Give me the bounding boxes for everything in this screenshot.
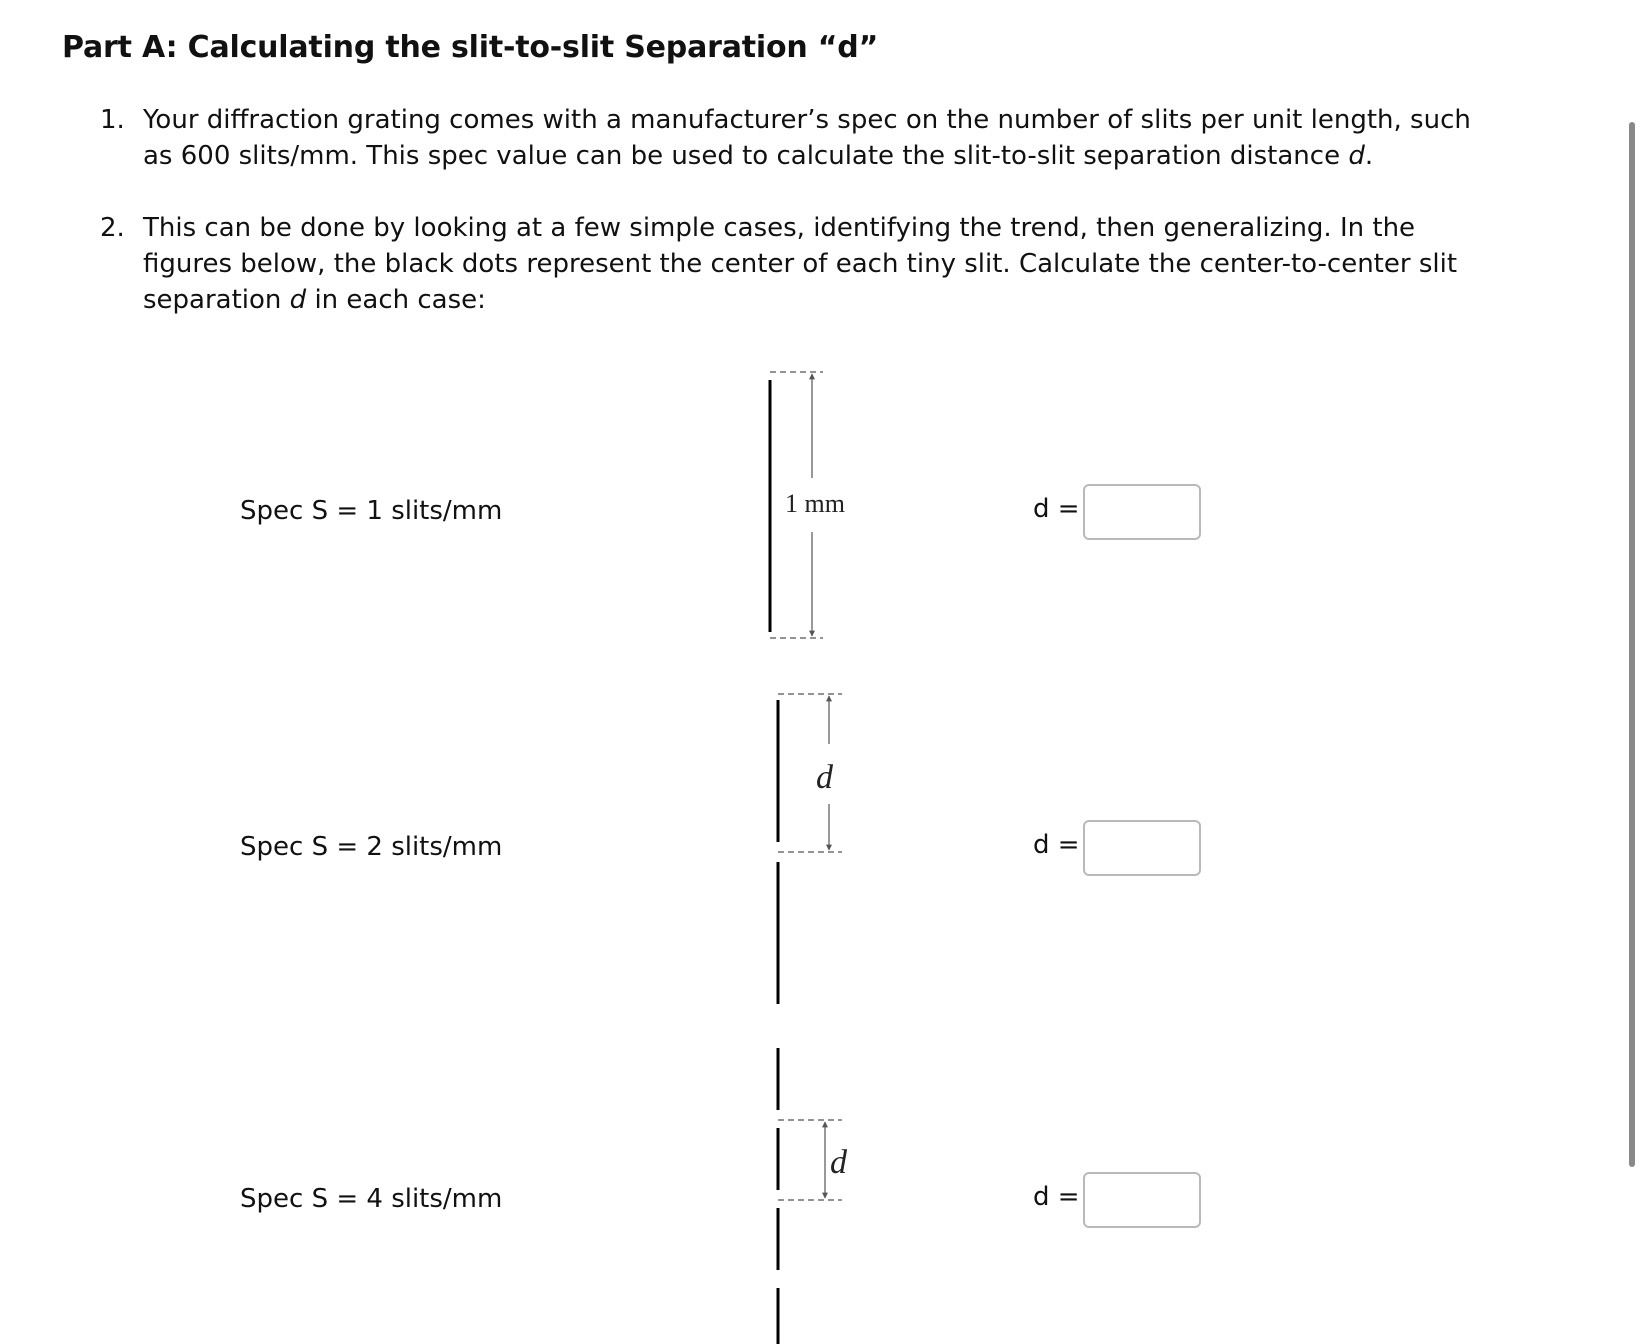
spec-label-case-1: Spec S = 1 slits/mm	[240, 496, 503, 526]
item-text-end: in each case:	[306, 285, 486, 315]
d-label-case-1: d =	[1033, 494, 1080, 524]
spec-label-case-2: Spec S = 2 slits/mm	[240, 832, 503, 862]
dimension-label: d	[830, 1144, 847, 1181]
item-text-main: This can be done by looking at a few simple cases, identifying the trend, then generalizing. In the figures below, the black dots represent the center of each tiny slit. Calculate the center-to-center slit separation	[143, 213, 1458, 315]
section-heading: Part A: Calculating the slit-to-slit Separation “d”	[62, 30, 879, 65]
item-number: 2.	[100, 213, 125, 243]
dimension-label: 1 mm	[785, 489, 845, 518]
scrollbar-track[interactable]	[1624, 0, 1640, 1344]
item-text-main: Your diffraction grating comes with a manufacturer’s spec on the number of slits per unit length, such as 600 slits/mm. This spec value can be used to calculate the slit-to-slit separation distance	[143, 105, 1471, 171]
scrollbar-thumb[interactable]	[1629, 122, 1635, 1167]
item-number: 1.	[100, 105, 125, 135]
dimension-label: d	[816, 759, 833, 796]
item-text-end: .	[1364, 141, 1374, 171]
figure-case-3	[778, 1048, 848, 1344]
d-label-case-3: d =	[1033, 1182, 1080, 1212]
figure-case-1	[770, 372, 845, 638]
figure-case-2	[778, 694, 842, 1004]
d-label-case-2: d =	[1033, 830, 1080, 860]
item-text-variable: d	[289, 285, 307, 315]
spec-label-case-3: Spec S = 4 slits/mm	[240, 1184, 503, 1214]
item-text-variable: d	[1348, 141, 1365, 171]
